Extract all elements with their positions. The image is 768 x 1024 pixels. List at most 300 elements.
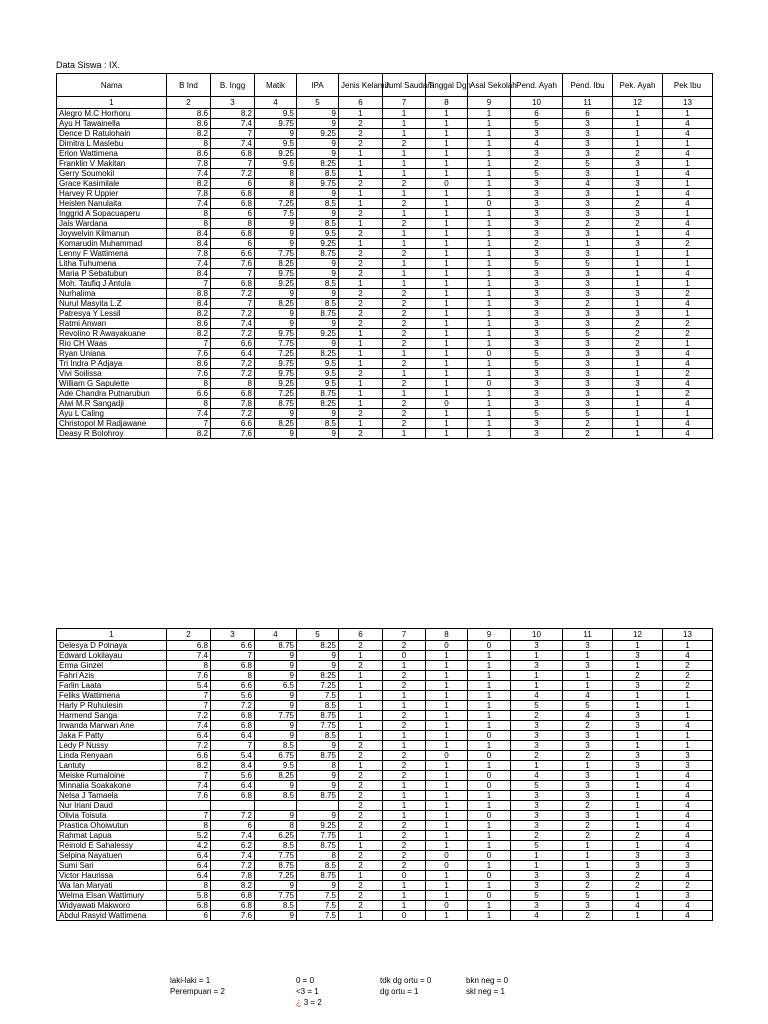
table-row <box>57 379 713 389</box>
table-cell: 7.25 <box>255 871 297 881</box>
table-cell: 2 <box>339 209 383 219</box>
table-cell: 9 <box>297 189 339 199</box>
table-cell: 2 <box>663 681 713 691</box>
table-cell: 8.25 <box>255 259 297 269</box>
table-cell: 1 <box>339 831 383 841</box>
table-cell: 2 <box>563 801 613 811</box>
table-cell: 6.8 <box>211 721 255 731</box>
table-cell: 5 <box>563 259 613 269</box>
table-cell: 1 <box>426 701 468 711</box>
table-row <box>57 189 713 199</box>
column-header: Tinggal Dgn <box>426 74 468 97</box>
table-cell: 8.2 <box>167 761 211 771</box>
table-cell: 0 <box>468 851 511 861</box>
column-index-cell: 6 <box>339 629 383 641</box>
student-name-cell: Feliks Wattimena <box>57 691 167 701</box>
table-cell: 2 <box>613 149 663 159</box>
table-cell: 7.5 <box>255 209 297 219</box>
student-name-cell: Olivia Toisuta <box>57 811 167 821</box>
table-cell: 3 <box>563 289 613 299</box>
table-cell: 7.2 <box>211 309 255 319</box>
table-cell: 2 <box>383 671 426 681</box>
table-cell: 3 <box>563 149 613 159</box>
table-cell: 3 <box>613 349 663 359</box>
column-index-cell: 8 <box>426 629 468 641</box>
table-cell: 7.4 <box>167 259 211 269</box>
table-cell: 7.4 <box>211 319 255 329</box>
table-cell: 3 <box>511 249 563 259</box>
column-index-cell: 8 <box>426 97 468 109</box>
table-cell: 8.8 <box>167 289 211 299</box>
table-row <box>57 891 713 901</box>
table-cell: 7.25 <box>255 389 297 399</box>
table-cell: 7.75 <box>255 851 297 861</box>
legend-sib-lt3: <3 = 1 <box>296 987 319 996</box>
table-cell: 1 <box>339 109 383 119</box>
table-cell: 1 <box>613 771 663 781</box>
table-cell: 2 <box>339 861 383 871</box>
table-row <box>57 409 713 419</box>
table-cell: 3 <box>511 289 563 299</box>
table-cell: 8.5 <box>297 219 339 229</box>
table-cell: 7.6 <box>211 911 255 921</box>
table-cell: 8.2 <box>167 329 211 339</box>
table-cell: 1 <box>468 429 511 439</box>
table-cell: 1 <box>383 159 426 169</box>
column-index-cell: 9 <box>468 97 511 109</box>
column-index-cell: 5 <box>297 97 339 109</box>
table-cell: 8.6 <box>167 149 211 159</box>
table-cell: 0 <box>426 751 468 761</box>
table-row <box>57 851 713 861</box>
table-cell: 1 <box>426 229 468 239</box>
table-cell: 1 <box>613 299 663 309</box>
table-cell: 1 <box>339 871 383 881</box>
table-cell: 9 <box>255 289 297 299</box>
table-row <box>57 801 713 811</box>
table-cell: 4 <box>663 651 713 661</box>
table-cell: 7 <box>167 701 211 711</box>
table-cell: 1 <box>383 119 426 129</box>
table-row <box>57 731 713 741</box>
table-cell: 2 <box>383 139 426 149</box>
table-cell: 2 <box>383 329 426 339</box>
table-cell: 1 <box>613 891 663 901</box>
table-cell: 1 <box>613 249 663 259</box>
table-cell: 7.75 <box>255 249 297 259</box>
table-cell: 9 <box>255 721 297 731</box>
table-cell: 3 <box>563 791 613 801</box>
table-cell: 0 <box>468 771 511 781</box>
table-cell: 1 <box>613 409 663 419</box>
student-table-1 <box>56 73 713 439</box>
table-cell: 1 <box>468 389 511 399</box>
table-cell: 1 <box>563 761 613 771</box>
table-cell: 1 <box>339 691 383 701</box>
table-cell: 3 <box>563 209 613 219</box>
table-cell: 1 <box>426 881 468 891</box>
table-cell: 2 <box>563 881 613 891</box>
student-name-cell: Joywelvin Kilmanun <box>57 229 167 239</box>
table-cell: 6.8 <box>211 229 255 239</box>
student-name-cell: Harvey R Uppier <box>57 189 167 199</box>
table-cell: 1 <box>468 711 511 721</box>
student-name-cell: Erlon Wattimena <box>57 149 167 159</box>
table-cell: 3 <box>511 429 563 439</box>
table-cell: 1 <box>383 701 426 711</box>
table-cell: 8.2 <box>211 881 255 891</box>
table-cell: 6.4 <box>211 731 255 741</box>
column-index-cell: 11 <box>563 97 613 109</box>
legend-sib-3 <box>296 997 322 1008</box>
table-cell: 3 <box>613 851 663 861</box>
table-cell: 8.25 <box>255 299 297 309</box>
table-cell: 3 <box>563 811 613 821</box>
table-cell: 1 <box>426 379 468 389</box>
table-cell: 9.5 <box>297 229 339 239</box>
table-cell: 3 <box>613 751 663 761</box>
table-cell: 1 <box>426 651 468 661</box>
table-cell: 1 <box>383 781 426 791</box>
table-cell: 5 <box>511 349 563 359</box>
table-cell: 1 <box>511 671 563 681</box>
table-cell: 1 <box>426 691 468 701</box>
table-cell: 9 <box>297 661 339 671</box>
table-cell: 6.8 <box>211 389 255 399</box>
table-cell: 2 <box>663 671 713 681</box>
table-cell: 8.6 <box>167 119 211 129</box>
table-cell: 2 <box>383 299 426 309</box>
table-cell: 1 <box>426 129 468 139</box>
table-cell: 1 <box>613 701 663 711</box>
table-cell: 8.5 <box>297 419 339 429</box>
legend-school-yes: skl neg = 1 <box>466 987 505 996</box>
table-cell: 4 <box>663 129 713 139</box>
column-header: IPA <box>297 74 339 97</box>
table-cell: 1 <box>613 109 663 119</box>
table-cell: 2 <box>383 711 426 721</box>
table-cell: 1 <box>613 399 663 409</box>
table-cell: 9 <box>255 701 297 711</box>
table-cell: 1 <box>383 129 426 139</box>
table-cell: 8 <box>167 379 211 389</box>
table-cell: 4 <box>511 691 563 701</box>
table-cell <box>167 801 211 811</box>
table-header-row <box>57 74 713 97</box>
table-cell: 2 <box>613 871 663 881</box>
table-cell: 2 <box>663 319 713 329</box>
student-name-cell: Moh. Taufiq J Antula <box>57 279 167 289</box>
student-name-cell: Ryan Uniana <box>57 349 167 359</box>
table-cell: 1 <box>613 189 663 199</box>
table-cell: 1 <box>383 741 426 751</box>
table-cell: 2 <box>563 911 613 921</box>
table-cell: 1 <box>663 249 713 259</box>
student-name-cell: Jais Wardana <box>57 219 167 229</box>
table-cell: 3 <box>511 741 563 751</box>
table-cell: 6.6 <box>167 389 211 399</box>
table-cell: 1 <box>468 159 511 169</box>
table-cell: 1 <box>426 731 468 741</box>
table-cell: 1 <box>613 129 663 139</box>
table-cell: 2 <box>339 771 383 781</box>
table-cell: 8 <box>255 189 297 199</box>
table-cell: 2 <box>339 139 383 149</box>
table-cell: 1 <box>468 721 511 731</box>
table-cell: 7 <box>211 269 255 279</box>
student-name-cell: Vivi Soilissa <box>57 369 167 379</box>
table-row <box>57 701 713 711</box>
table-cell: 2 <box>563 821 613 831</box>
table-cell: 4 <box>663 169 713 179</box>
table-cell: 2 <box>663 661 713 671</box>
table-row <box>57 289 713 299</box>
table-cell: 9.5 <box>255 139 297 149</box>
table-cell: 2 <box>339 741 383 751</box>
legend-female: Perempuan = 2 <box>170 987 225 996</box>
table-cell: 1 <box>383 259 426 269</box>
table-row <box>57 259 713 269</box>
table-cell: 5 <box>563 329 613 339</box>
table-cell: 3 <box>663 891 713 901</box>
table-cell: 8.4 <box>167 229 211 239</box>
table-cell: 1 <box>468 189 511 199</box>
table-cell: 8.5 <box>255 741 297 751</box>
table-cell: 3 <box>563 119 613 129</box>
table-cell: 3 <box>511 209 563 219</box>
table-cell: 2 <box>339 661 383 671</box>
table-cell: 1 <box>613 911 663 921</box>
table-cell: 6 <box>211 209 255 219</box>
table-cell: 3 <box>511 721 563 731</box>
table-cell: 5.8 <box>167 891 211 901</box>
table-cell: 3 <box>511 189 563 199</box>
table-cell: 8.25 <box>297 641 339 651</box>
table-cell: 2 <box>383 409 426 419</box>
table-cell: 5 <box>563 159 613 169</box>
student-name-cell: Tri Indra P Adjaya <box>57 359 167 369</box>
table-cell: 3 <box>563 379 613 389</box>
table-cell: 1 <box>613 269 663 279</box>
table-cell: 5.4 <box>167 681 211 691</box>
table-cell: 3 <box>663 861 713 871</box>
table-cell: 1 <box>426 771 468 781</box>
table-cell: 5 <box>511 891 563 901</box>
table-cell: 5 <box>511 169 563 179</box>
table-cell: 1 <box>383 149 426 159</box>
table-cell: 2 <box>511 711 563 721</box>
table-cell: 2 <box>383 359 426 369</box>
column-index-cell: 7 <box>383 97 426 109</box>
table-row <box>57 179 713 189</box>
column-index-cell: 10 <box>511 629 563 641</box>
table-cell: 2 <box>563 721 613 731</box>
table-cell: 1 <box>613 811 663 821</box>
student-name-cell: Maria P Sebatubun <box>57 269 167 279</box>
table-cell: 2 <box>383 219 426 229</box>
table-cell: 8.5 <box>297 861 339 871</box>
table-cell: 7.75 <box>297 831 339 841</box>
table-cell: 2 <box>383 309 426 319</box>
table-cell: 3 <box>511 299 563 309</box>
table-cell: 4 <box>663 841 713 851</box>
table-cell: 3 <box>511 731 563 741</box>
table-cell: 2 <box>613 671 663 681</box>
table-cell: 3 <box>511 279 563 289</box>
table-cell: 2 <box>613 339 663 349</box>
column-header: B Ind <box>167 74 211 97</box>
table-cell: 1 <box>426 911 468 921</box>
table-cell: 6.4 <box>167 851 211 861</box>
table-cell: 4 <box>663 429 713 439</box>
table-cell: 8.25 <box>297 349 339 359</box>
table-cell: 1 <box>426 761 468 771</box>
table-cell: 3 <box>563 169 613 179</box>
table-cell: 1 <box>426 169 468 179</box>
table-cell: 7.75 <box>255 711 297 721</box>
table-cell: 1 <box>511 761 563 771</box>
student-name-cell: Ledy P Nussy <box>57 741 167 751</box>
student-name-cell: Minnalia Soakakone <box>57 781 167 791</box>
table-cell: 1 <box>426 791 468 801</box>
table-cell: 9 <box>255 881 297 891</box>
table-cell: 1 <box>426 309 468 319</box>
table-cell: 9.25 <box>297 821 339 831</box>
table-row <box>57 129 713 139</box>
table-cell: 1 <box>383 801 426 811</box>
table-cell: 2 <box>663 239 713 249</box>
table-cell: 6.6 <box>211 339 255 349</box>
column-header: Pend. Ayah <box>511 74 563 97</box>
column-index-cell: 7 <box>383 629 426 641</box>
table-cell: 8.25 <box>297 399 339 409</box>
table-row <box>57 721 713 731</box>
table-cell: 1 <box>383 811 426 821</box>
table-cell: 6 <box>167 911 211 921</box>
table-cell: 0 <box>468 731 511 741</box>
table-cell: 8 <box>167 399 211 409</box>
table-cell: 1 <box>613 259 663 269</box>
table-cell: 2 <box>383 399 426 409</box>
table-row <box>57 429 713 439</box>
table-cell: 1 <box>468 219 511 229</box>
table-cell: 1 <box>426 419 468 429</box>
table-cell: 8.25 <box>255 771 297 781</box>
table-cell: 2 <box>383 199 426 209</box>
table-cell: 2 <box>339 119 383 129</box>
table-cell: 8.5 <box>255 901 297 911</box>
table-cell: 3 <box>613 179 663 189</box>
table-row <box>57 419 713 429</box>
table-cell: 3 <box>511 399 563 409</box>
table-cell: 2 <box>383 339 426 349</box>
table-cell: 3 <box>563 229 613 239</box>
table-cell: 0 <box>426 861 468 871</box>
column-header: Pek. Ayah <box>613 74 663 97</box>
table-cell: 1 <box>339 199 383 209</box>
table-cell: 8 <box>211 379 255 389</box>
table-cell: 8.75 <box>297 841 339 851</box>
table-cell: 1 <box>426 139 468 149</box>
table-cell: 1 <box>339 219 383 229</box>
student-name-cell: Dimitra L Maslebu <box>57 139 167 149</box>
table-cell: 3 <box>511 329 563 339</box>
table-cell: 2 <box>383 721 426 731</box>
table-cell: 9 <box>255 731 297 741</box>
siblings-legend <box>296 975 322 1008</box>
table-cell: 4 <box>663 149 713 159</box>
table-row <box>57 811 713 821</box>
table-cell: 1 <box>339 389 383 399</box>
table-cell: 9.25 <box>297 239 339 249</box>
table-cell: 6.75 <box>255 751 297 761</box>
table-cell: 9 <box>255 671 297 681</box>
table-cell: 7.8 <box>167 189 211 199</box>
table-cell: 8 <box>167 219 211 229</box>
table-cell: 1 <box>663 279 713 289</box>
table-cell: 6.4 <box>211 781 255 791</box>
table-cell: 3 <box>613 861 663 871</box>
student-name-cell: Reinold E Sahalessy <box>57 841 167 851</box>
student-name-cell: Rio CH Waas <box>57 339 167 349</box>
table-row <box>57 149 713 159</box>
table-cell: 9 <box>297 409 339 419</box>
table-row <box>57 641 713 651</box>
table-cell: 1 <box>468 339 511 349</box>
table-cell: 7 <box>167 419 211 429</box>
table-cell: 7.2 <box>167 711 211 721</box>
table-cell: 1 <box>613 279 663 289</box>
student-name-cell: Delesya D Polnaya <box>57 641 167 651</box>
table-cell: 3 <box>511 379 563 389</box>
table-cell: 6.2 <box>211 841 255 851</box>
table-cell: 5.6 <box>211 691 255 701</box>
table-cell: 3 <box>563 189 613 199</box>
table-cell: 7.6 <box>167 791 211 801</box>
table-cell: 7.4 <box>167 199 211 209</box>
table-cell: 1 <box>339 359 383 369</box>
table-cell: 9 <box>297 429 339 439</box>
table-cell: 1 <box>383 169 426 179</box>
table-row <box>57 109 713 119</box>
table-cell: 1 <box>663 159 713 169</box>
table-cell: 2 <box>663 289 713 299</box>
table-cell: 2 <box>613 881 663 891</box>
table-cell: 7.2 <box>211 861 255 871</box>
table-cell: 2 <box>663 389 713 399</box>
student-name-cell: Inggrid A Sopacuaperu <box>57 209 167 219</box>
table-cell: 0 <box>426 641 468 651</box>
table-cell: 1 <box>468 911 511 921</box>
table-cell: 9 <box>297 651 339 661</box>
table-cell: 2 <box>383 249 426 259</box>
table-cell: 3 <box>563 199 613 209</box>
student-name-cell: William G Sapulette <box>57 379 167 389</box>
table-cell: 4 <box>663 189 713 199</box>
table-cell: 3 <box>511 229 563 239</box>
table-cell: 1 <box>426 319 468 329</box>
table-cell: 7.2 <box>211 329 255 339</box>
table-cell: 1 <box>613 821 663 831</box>
student-name-cell: Wa Ian Maryati <box>57 881 167 891</box>
table-cell: 1 <box>339 279 383 289</box>
table-cell: 2 <box>339 901 383 911</box>
column-index-cell: 2 <box>167 97 211 109</box>
table-cell: 4 <box>663 359 713 369</box>
table-cell: 2 <box>339 891 383 901</box>
legend-school-no: bkn neg = 0 <box>466 976 509 985</box>
table-cell: 1 <box>511 851 563 861</box>
